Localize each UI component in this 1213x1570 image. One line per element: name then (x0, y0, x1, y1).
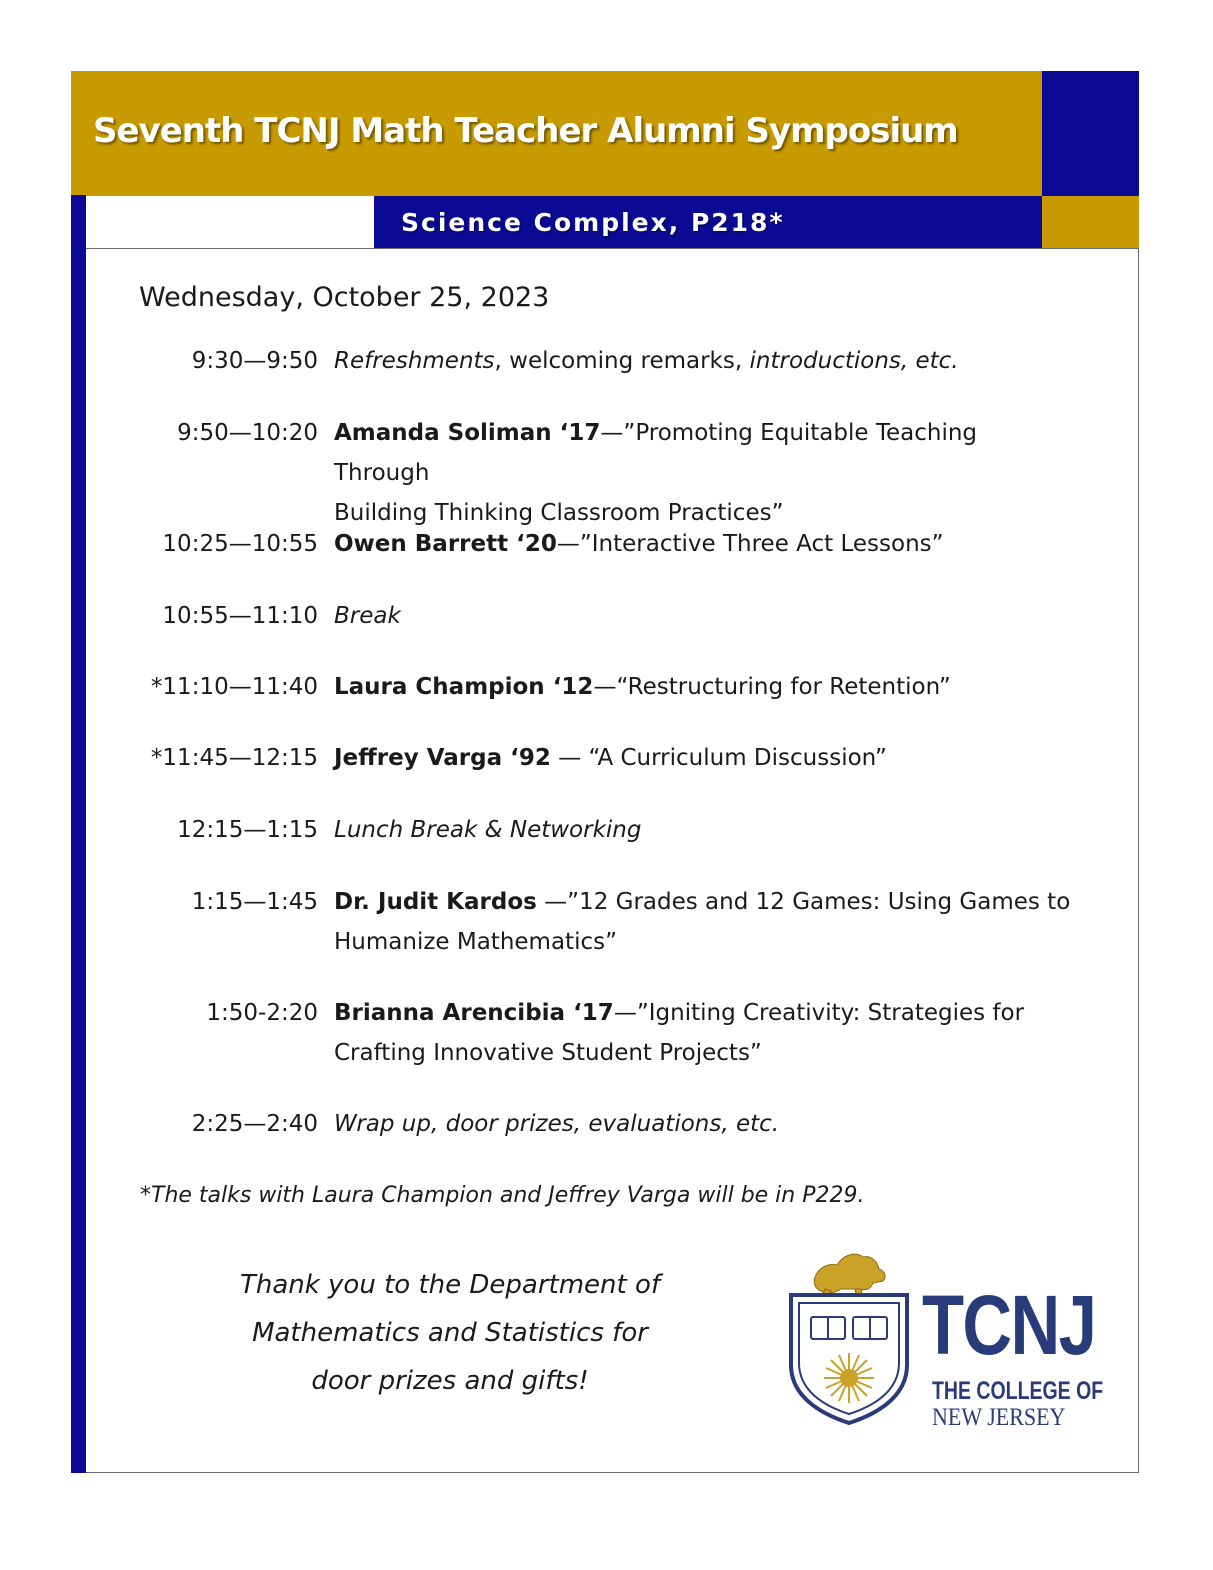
schedule-event: Amanda Soliman ‘17—”Promoting Equitable Teaching Through Building Thinking Classroom Practices” (334, 420, 978, 526)
corner-block-blue (1042, 71, 1139, 196)
schedule-event: Brianna Arencibia ‘17—”Igniting Creativity: Strategies for Crafting Innovative Student Projects” (334, 1000, 1025, 1066)
schedule-time: 9:50—10:20 (177, 420, 318, 446)
schedule-time: 9:30—9:50 (191, 348, 318, 374)
speaker-name: Brianna Arencibia ‘17 (334, 1000, 614, 1026)
schedule-time: *11:10—11:40 (150, 674, 318, 700)
speaker-name: Owen Barrett ‘20 (334, 531, 557, 557)
header-divider (86, 248, 1139, 249)
schedule-event: Laura Champion ‘12—“Restructuring for Retention” (334, 674, 951, 700)
schedule-event: Lunch Break & Networking (334, 817, 642, 843)
speaker-name: Amanda Soliman ‘17 (334, 420, 601, 446)
schedule-time: 10:25—10:55 (162, 531, 318, 557)
event-date: Wednesday, October 25, 2023 (139, 282, 550, 313)
schedule-time: 1:15—1:45 (191, 889, 318, 915)
speaker-name: Dr. Judit Kardos (334, 889, 537, 915)
schedule-event: Owen Barrett ‘20—”Interactive Three Act Lessons” (334, 531, 944, 557)
logo-abbreviation: TCNJ (922, 1278, 1096, 1372)
thanks-message: Thank you to the Department of Mathematics and Statistics for door prizes and gifts! (239, 1270, 661, 1396)
title-banner (71, 71, 1042, 196)
location-banner (374, 196, 1042, 249)
location-text: Science Complex, P218* (401, 208, 785, 237)
speaker-name: Laura Champion ‘12 (334, 674, 594, 700)
corner-block-gold (1042, 196, 1139, 249)
logo-college-line: THE COLLEGE OF (932, 1377, 1104, 1405)
schedule-time: 10:55—11:10 (162, 603, 318, 629)
schedule-event: Jeffrey Varga ‘92 — “A Curriculum Discussion” (334, 745, 887, 771)
page-title: Seventh TCNJ Math Teacher Alumni Symposium (93, 110, 958, 151)
schedule-time: 2:25—2:40 (191, 1111, 318, 1137)
schedule-time: 12:15—1:15 (177, 817, 318, 843)
speaker-name: Jeffrey Varga ‘92 (334, 745, 551, 771)
left-accent-bar (71, 195, 86, 1473)
schedule-event: Wrap up, door prizes, evaluations, etc. (334, 1111, 780, 1137)
schedule-event: Refreshments, welcoming remarks, introductions, etc. (334, 348, 959, 374)
room-note: *The talks with Laura Champion and Jeffrey Varga will be in P229. (140, 1183, 865, 1208)
logo-state-line: NEW JERSEY (932, 1404, 1066, 1431)
schedule-event: Break (334, 603, 401, 629)
schedule-event: Dr. Judit Kardos —”12 Grades and 12 Games: Using Games to Humanize Mathematics” (334, 889, 1071, 955)
schedule-time: 1:50-2:20 (206, 1000, 318, 1026)
schedule-time: *11:45—12:15 (150, 745, 318, 771)
